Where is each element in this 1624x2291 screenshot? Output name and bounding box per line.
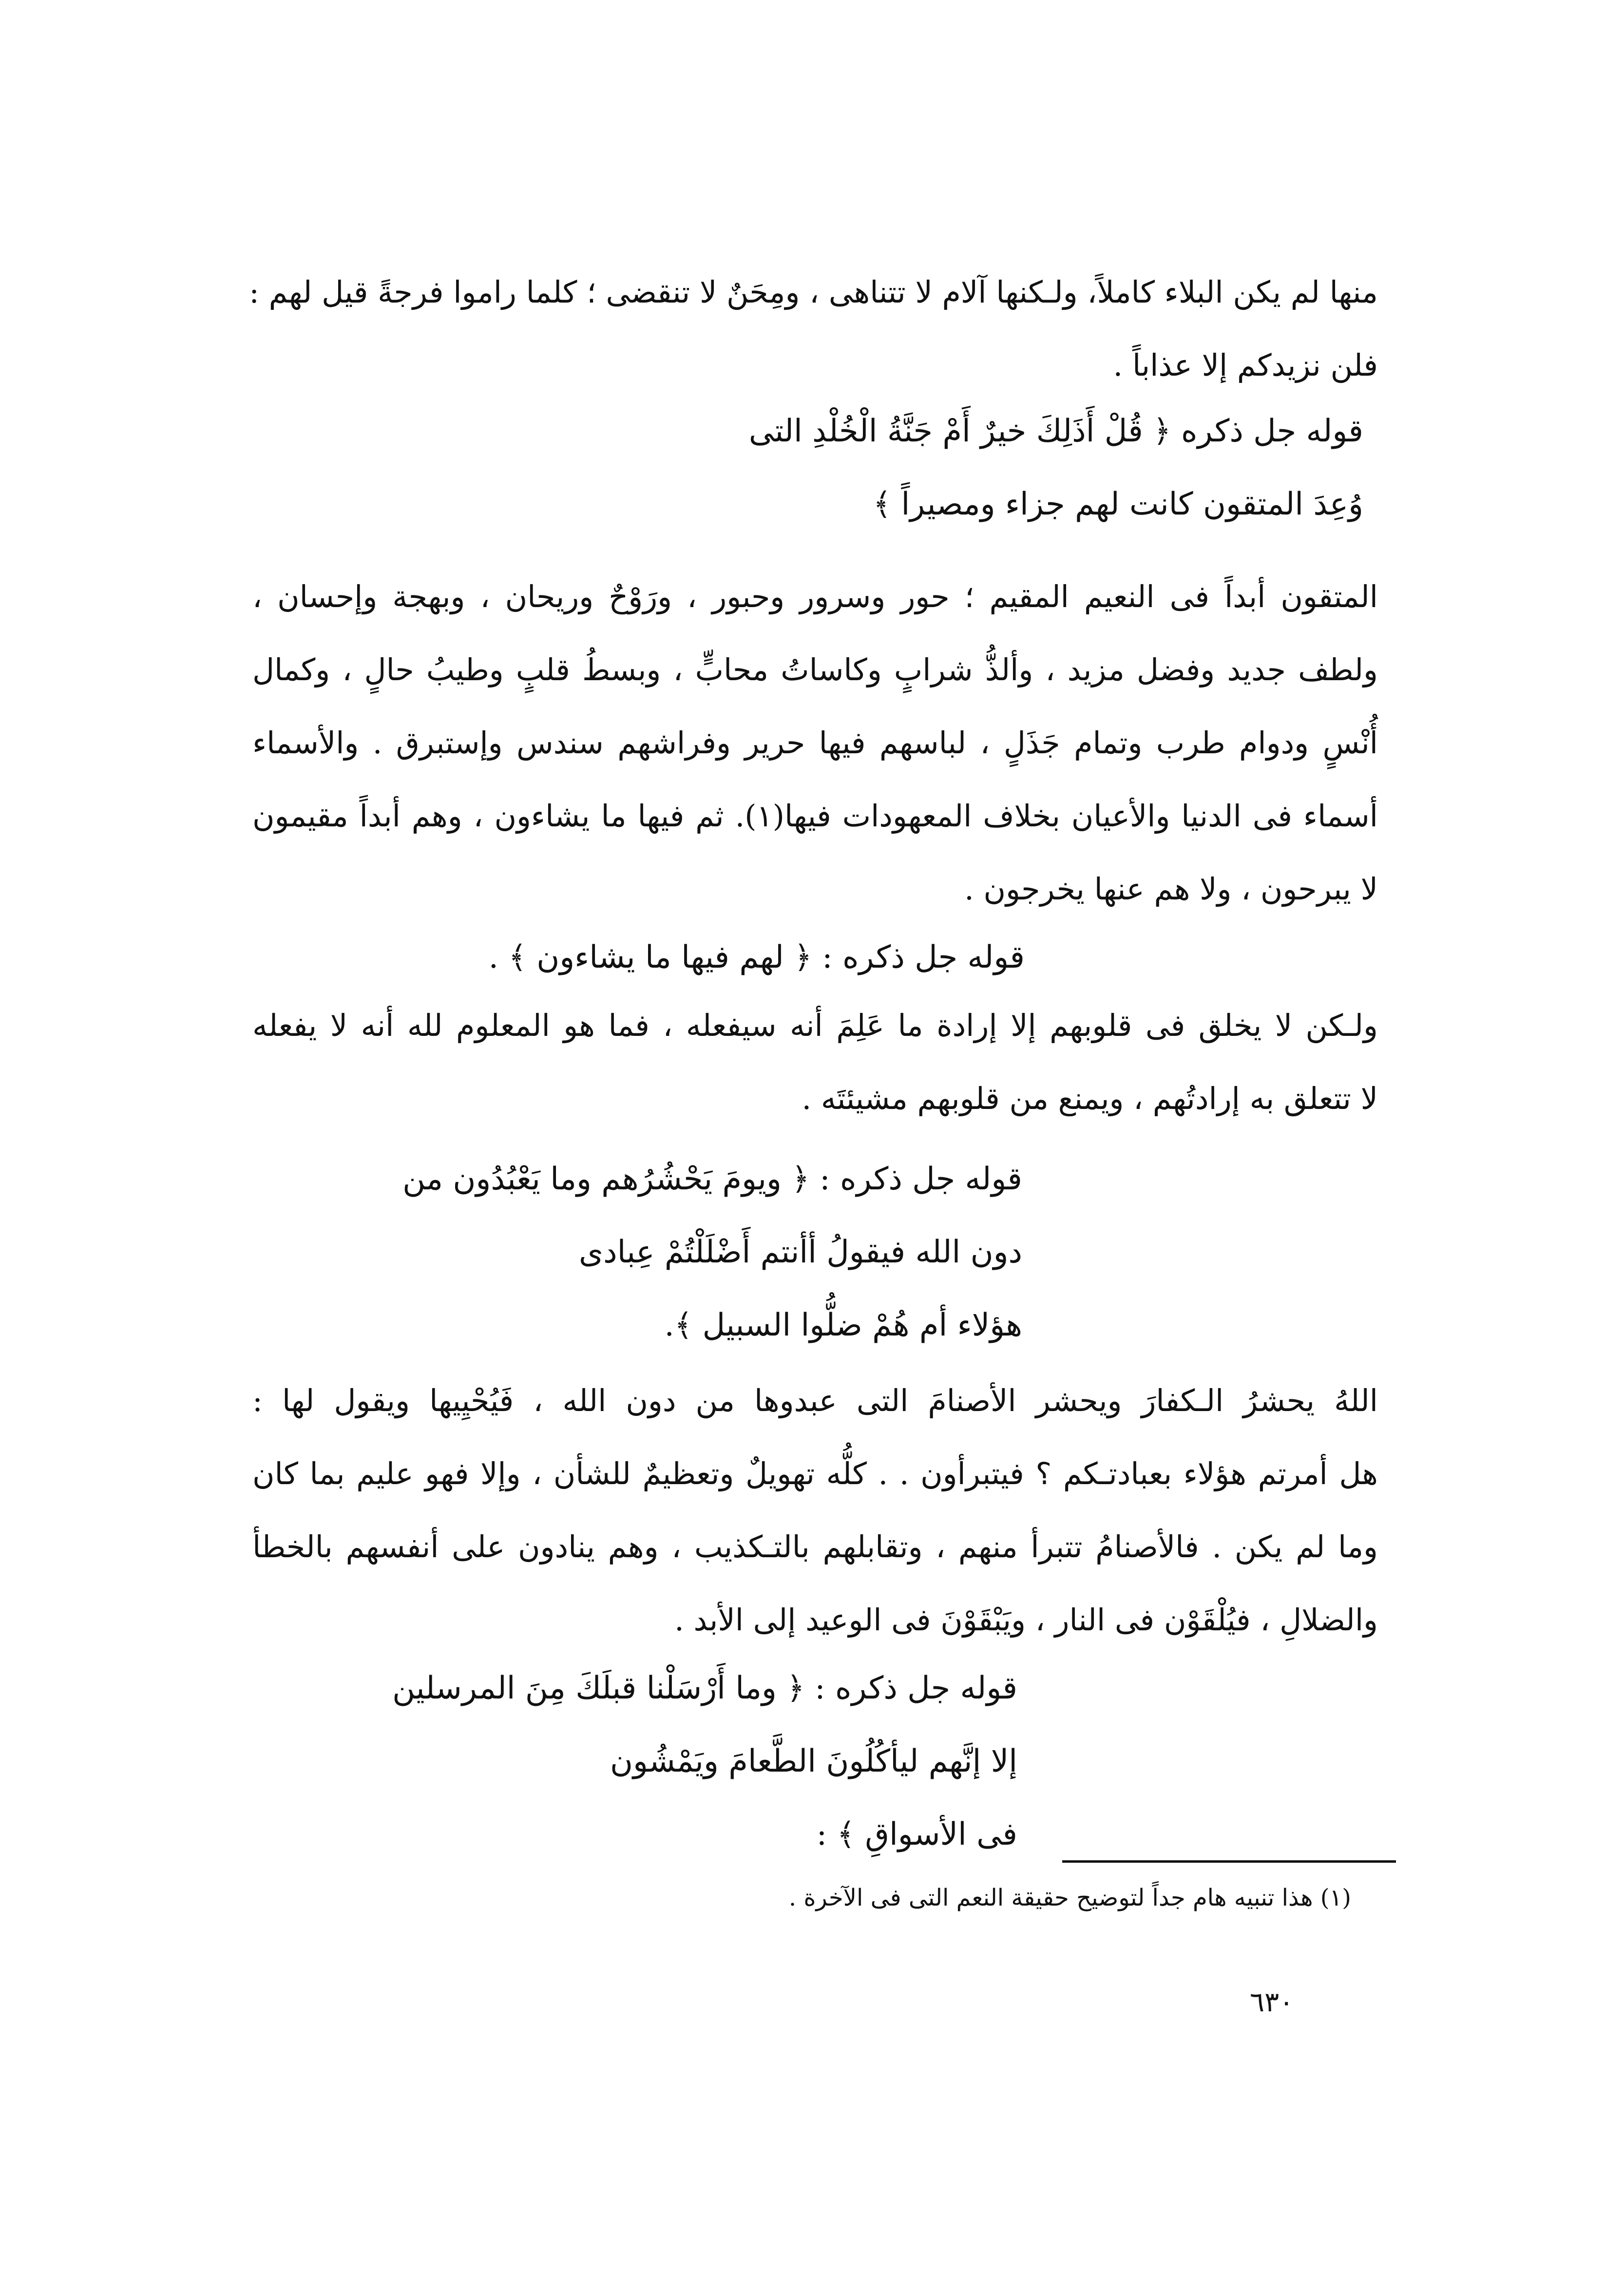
text-line: لا تتعلق به إرادتُهم ، ويمنع من قلوبهم مشيئتَه . [802,1081,1378,1116]
verse-line: فى الأسواقِ ﴾ : [816,1816,1017,1852]
text-line: المتقون أبداً فى النعيم المقيم ؛ حور وسرور وحبور ، ورَوْحٌ وريحان ، وبهجة وإحسان ، [252,579,1378,614]
page-number: ٦٣٠ [1250,1986,1294,2018]
text-line: هل أمرتم هؤلاء بعبادتـكم ؟ فيتبرأون . . كلُّه تهويلٌ وتعظيمٌ للشأن ، وإلا فهو عليم بما كان [252,1456,1378,1491]
footnote: (١) هذا تنبيه هام جداً لتوضيح حقيقة النعم التى فى الآخرة . [788,1884,1351,1911]
commentary-paragraph-4 [252,1364,1378,1657]
text-line: ولطف جديد وفضل مزيد ، وألذُّ شرابٍ وكاساتُ محابٍّ ، وبسطُ قلبٍ وطيبُ حالٍ ، وكمال [252,652,1378,687]
text-line: ولـكن لا يخلق فى قلوبهم إلا إرادة ما عَلِمَ أنه سيفعله ، فما هو المعلوم لله أنه لا يفعله [252,1008,1378,1043]
verse-line: دون الله فيقولُ أأنتم أَضْلَلْتُمْ عِبادى [578,1234,1022,1270]
verse-heading-4 [392,1652,1017,1871]
text-line: أُنْسٍ ودوام طرب وتمام جَذَلٍ ، لباسهم فيها حرير وفراشهم سندس وإستبرق . والأسماء [252,725,1378,761]
verse-heading-2 [489,921,1025,994]
text-line: أسماء فى الدنيا والأعيان بخلاف المعهودات فيها(١). ثم فيها ما يشاءون ، وهم أبداً مقيمون [252,798,1378,834]
text-line: وما لم يكن . فالأصنامُ تتبرأ منهم ، وتقابلهم بالتـكذيب ، وهم ينادون على أنفسهم بالخطأ [252,1529,1378,1565]
verse-line: قوله جل ذكره ﴿ قُلْ أَذَلِكَ خيرٌ أَمْ جَنَّةُ الْخُلْدِ التى [748,413,1363,449]
text-line: والضلالِ ، فيُلْقَوْن فى النار ، ويَبْقَوْنَ فى الوعيد إلى الأبد . [674,1602,1378,1638]
verse-line: قوله جل ذكره : ﴿ وما أَرْسَلْنا قبلَكَ مِنَ المرسلين [392,1670,1017,1706]
text-line: اللهُ يحشرُ الـكفارَ ويحشر الأصنامَ التى عبدوها من دون الله ، فَيُحْيِيها ويقول لها : [252,1383,1378,1418]
verse-line: هؤلاء أم هُمْ ضلُّوا السبيل ﴾. [664,1307,1022,1343]
verse-line: قوله جل ذكره : ﴿ ويومَ يَحْشُرُهم وما يَعْبُدُون من [402,1161,1022,1197]
text-line: منها لم يكن البلاء كاملاً، ولـكنها آلام لا تتناهى ، ومِحَنٌ لا تنقضى ؛ كلما راموا فرجةً قيل لهم : [249,274,1378,310]
commentary-paragraph-1 [249,256,1378,402]
footnote-separator [1062,1860,1396,1863]
commentary-paragraph-3 [252,989,1378,1135]
verse-heading-1 [749,395,1363,541]
verse-line: إلا إنَّهم ليأكُلُونَ الطَّعامَ ويَمْشُون [610,1743,1017,1779]
text-line: فلن نزيدكم إلا عذاباً . [1113,347,1378,383]
verse-heading-3 [402,1143,1022,1362]
verse-line: وُعِدَ المتقون كانت لهم جزاء ومصيراً ﴾ [873,486,1363,522]
verse-line: قوله جل ذكره : ﴿ لهم فيها ما يشاءون ﴾ . [488,939,1025,975]
text-line: لا يبرحون ، ولا هم عنها يخرجون . [964,871,1378,907]
commentary-paragraph-2 [252,560,1378,926]
